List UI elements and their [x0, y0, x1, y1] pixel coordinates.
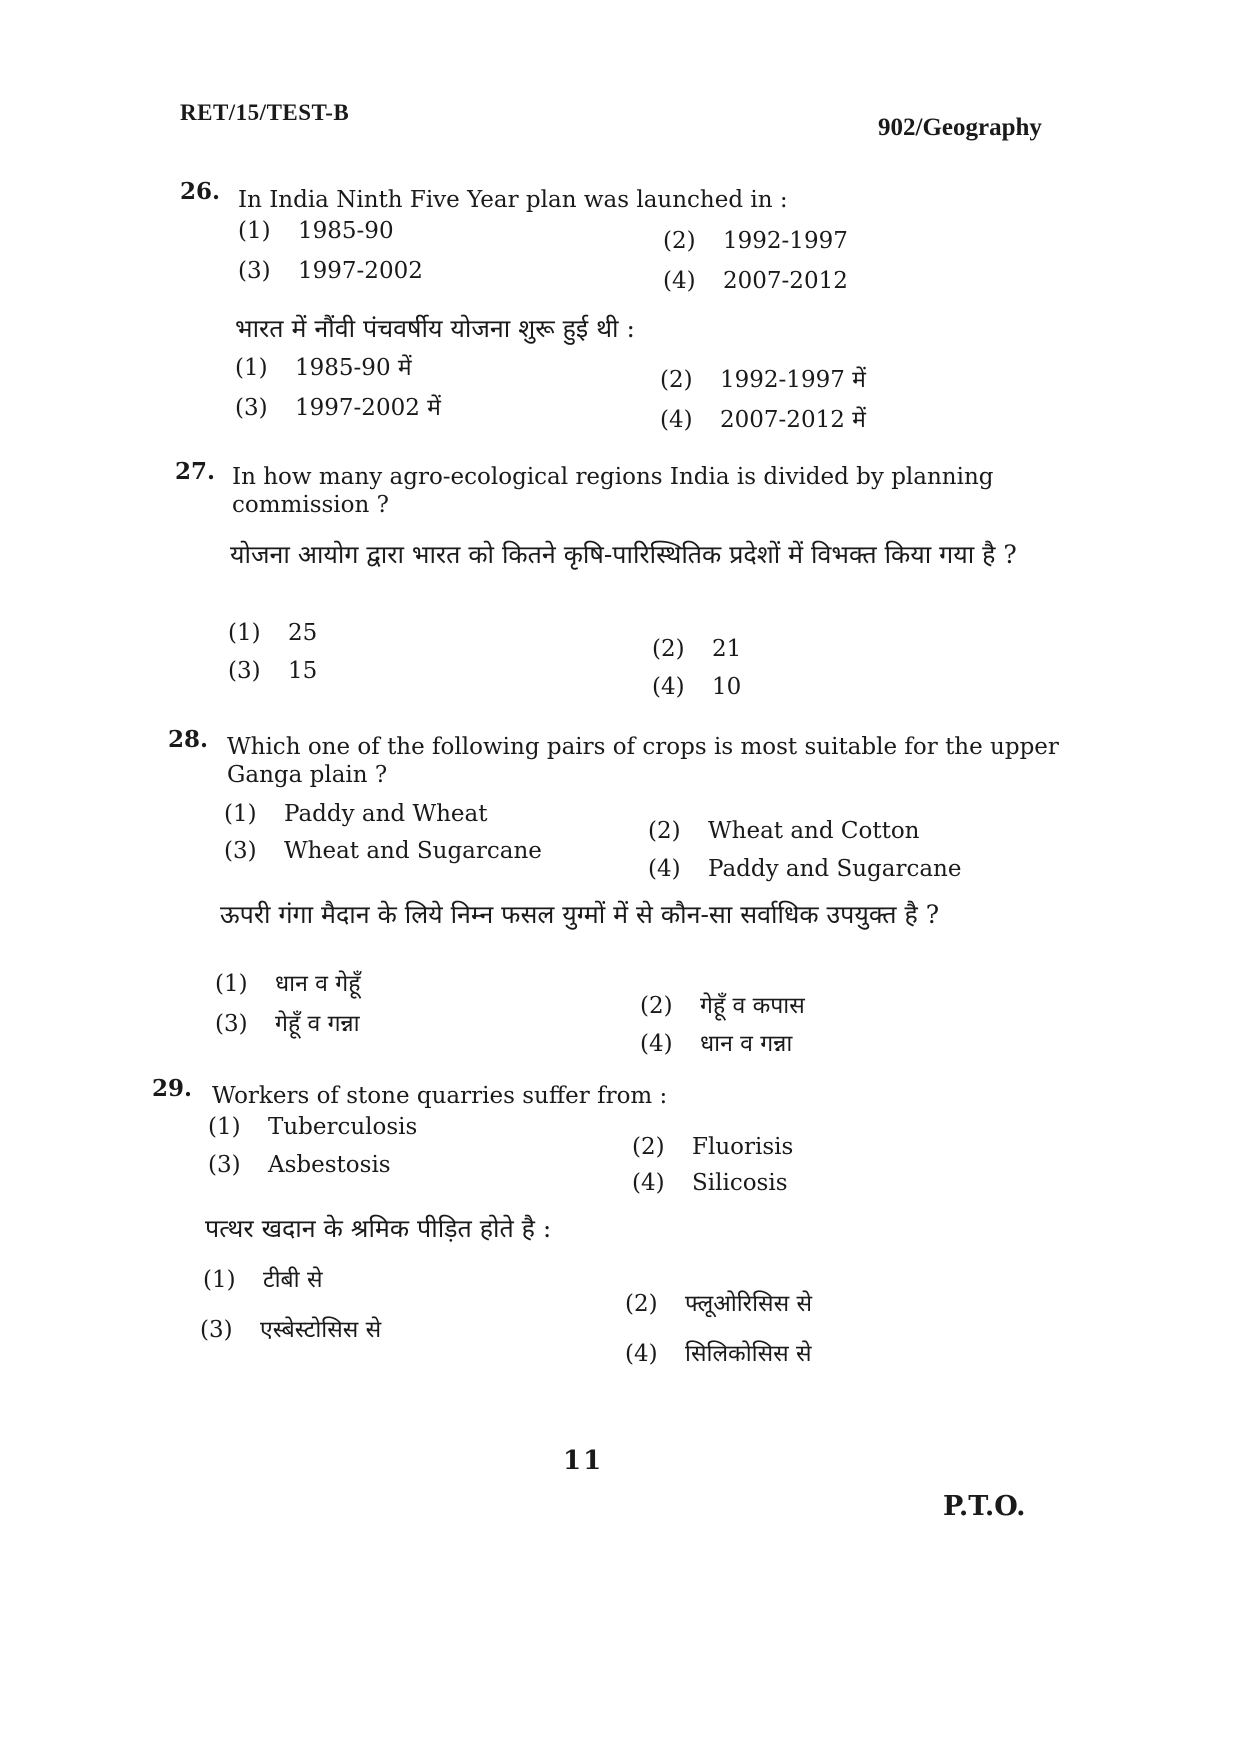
question-number: 27. [175, 458, 216, 485]
option-3 [228, 658, 317, 684]
option-text: 1985-90 में [295, 355, 412, 381]
question-text-hi: ऊपरी गंगा मैदान के लिये निम्न फसल युग्मों में से कौन-सा सर्वाधिक उपयुक्त है ? [220, 900, 940, 929]
option-text: एस्बेस्टोसिस से [260, 1317, 382, 1343]
option-text: 25 [288, 620, 318, 646]
option-number: (4) [640, 1031, 673, 1057]
option-number: (4) [632, 1170, 665, 1196]
option-number: (1) [224, 801, 257, 827]
option-text: Paddy and Sugarcane [708, 856, 962, 882]
option-text: 21 [712, 636, 742, 662]
option-number: (2) [640, 993, 673, 1019]
option-number: (4) [660, 407, 693, 433]
question-text-en: In India Ninth Five Year plan was launched in : [238, 187, 788, 213]
option-number: (2) [648, 818, 681, 844]
option-text: फ्लूओरिसिस से [685, 1291, 813, 1317]
option-en-2 [663, 228, 848, 254]
option-hi-1 [235, 350, 412, 382]
option-4 [652, 674, 741, 700]
option-number: (1) [203, 1267, 236, 1293]
option-text: Paddy and Wheat [284, 801, 488, 827]
option-text: 2007-2012 में [720, 407, 866, 433]
option-number: (2) [625, 1291, 658, 1317]
option-number: (3) [208, 1152, 241, 1178]
exam-code: RET/15/TEST-B [180, 100, 350, 125]
option-number: (1) [208, 1114, 241, 1140]
option-en-4 [663, 268, 848, 294]
option-text: 10 [712, 674, 742, 700]
option-en-1 [224, 801, 488, 827]
option-number: (3) [235, 395, 268, 421]
option-hi-4 [660, 402, 866, 434]
option-number: (1) [215, 971, 248, 997]
option-en-1 [208, 1114, 417, 1140]
subject-code: 902/Geography [878, 114, 1042, 141]
option-text: गेहूँ व कपास [700, 993, 805, 1019]
option-text: 1997-2002 [298, 258, 423, 284]
option-2 [652, 636, 741, 662]
option-en-4 [632, 1170, 788, 1196]
option-hi-1 [215, 966, 360, 998]
option-en-1 [238, 218, 394, 244]
option-hi-3 [215, 1006, 360, 1038]
question-number: 28. [168, 726, 209, 753]
option-text: टीबी से [263, 1267, 323, 1293]
question-text-en: Which one of the following pairs of crops is most suitable for the upper Ganga plain ? [227, 734, 1059, 788]
option-text: सिलिकोसिस से [685, 1341, 812, 1367]
option-text: धान व गेहूँ [275, 971, 361, 997]
option-hi-2 [660, 362, 866, 394]
please-turn-over: P.T.O. [943, 1491, 1026, 1522]
option-hi-4 [640, 1026, 792, 1058]
option-hi-2 [640, 988, 805, 1020]
question-text-hi: योजना आयोग द्वारा भारत को कितने कृषि-पारिस्थितिक प्रदेशों में विभक्त किया गया है ? [230, 540, 1017, 569]
option-hi-2 [625, 1286, 812, 1318]
option-number: (1) [238, 218, 271, 244]
option-number: (2) [660, 367, 693, 393]
option-number: (4) [625, 1341, 658, 1367]
option-number: (2) [632, 1134, 665, 1160]
question-text-hi: भारत में नौंवी पंचवर्षीय योजना शुरू हुई थी : [235, 314, 635, 343]
option-hi-4 [625, 1336, 812, 1368]
question-number: 29. [152, 1075, 193, 1102]
option-text: 1997-2002 में [295, 395, 441, 421]
option-number: (4) [663, 268, 696, 294]
question-number: 26. [180, 178, 221, 205]
option-en-3 [238, 258, 423, 284]
option-number: (2) [652, 636, 685, 662]
option-number: (3) [228, 658, 261, 684]
option-number: (3) [238, 258, 271, 284]
question-text-hi: पत्थर खदान के श्रमिक पीड़ित होते है : [205, 1214, 552, 1243]
option-text: 1992-1997 [723, 228, 848, 254]
option-hi-3 [235, 390, 441, 422]
option-text: Wheat and Cotton [708, 818, 920, 844]
option-text: Wheat and Sugarcane [284, 838, 542, 864]
option-en-3 [224, 838, 542, 864]
option-text: Tuberculosis [268, 1114, 418, 1140]
question-text-en: Workers of stone quarries suffer from : [212, 1083, 668, 1109]
option-text: Asbestosis [268, 1152, 391, 1178]
question-text-en: In how many agro-ecological regions India is divided by planning commission ? [232, 464, 994, 518]
option-text: 1985-90 [298, 218, 394, 244]
option-number: (4) [652, 674, 685, 700]
option-number: (1) [235, 355, 268, 381]
option-hi-3 [200, 1312, 381, 1344]
option-en-2 [648, 818, 919, 844]
option-number: (3) [200, 1317, 233, 1343]
option-number: (1) [228, 620, 261, 646]
option-number: (3) [215, 1011, 248, 1037]
option-text: Silicosis [692, 1170, 788, 1196]
option-number: (4) [648, 856, 681, 882]
option-text: 15 [288, 658, 318, 684]
option-number: (2) [663, 228, 696, 254]
option-text: धान व गन्ना [700, 1031, 793, 1057]
option-text: Fluorisis [692, 1134, 794, 1160]
option-en-4 [648, 856, 961, 882]
option-text: गेहूँ व गन्ना [275, 1011, 360, 1037]
page-number: 11 [563, 1446, 604, 1476]
option-text: 1992-1997 में [720, 367, 866, 393]
option-number: (3) [224, 838, 257, 864]
option-1 [228, 620, 317, 646]
option-text: 2007-2012 [723, 268, 848, 294]
option-hi-1 [203, 1262, 323, 1294]
option-en-2 [632, 1134, 793, 1160]
option-en-3 [208, 1152, 391, 1178]
